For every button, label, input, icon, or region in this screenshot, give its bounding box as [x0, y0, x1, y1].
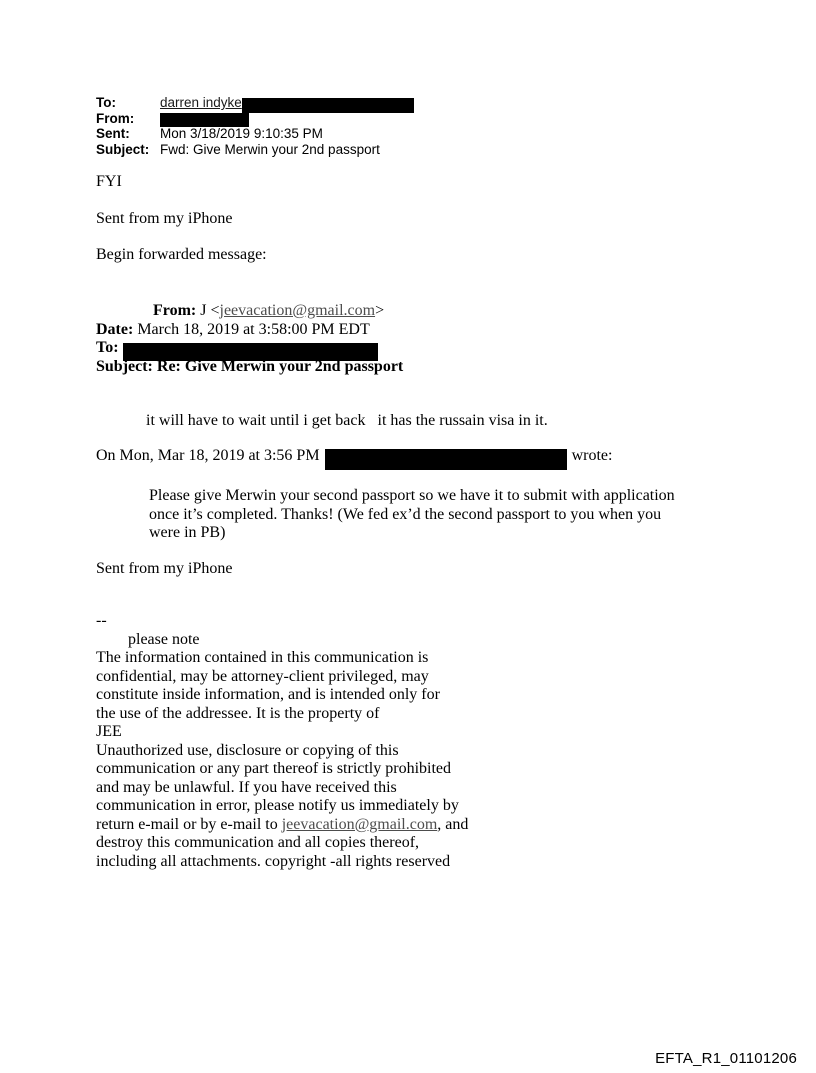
forwarded-from-line	[153, 302, 403, 321]
subject-value: Fwd: Give Merwin your 2nd passport	[160, 141, 380, 157]
from-label: From:	[96, 110, 135, 126]
to-label: To:	[96, 95, 116, 110]
reply-text: it will have to wait until i get back it has the russain visa in it.	[146, 412, 548, 429]
bates-number: EFTA_R1_01101206	[655, 1050, 797, 1067]
sent-from-iphone-1: Sent from my iPhone	[96, 210, 233, 227]
quoted-line: once it’s completed. Thanks! (We fed ex’d the second passport to you when you	[149, 505, 662, 523]
quoted-paragraph	[149, 487, 675, 543]
disclaimer-email-link[interactable]: jeevacation@gmail.com	[281, 815, 438, 833]
disclaimer-line: destroy this communication and all copies thereof,	[96, 834, 420, 851]
forwarded-date-value: March 18, 2019 at 3:58:00 PM EDT	[137, 320, 370, 338]
sent-label: Sent:	[96, 126, 130, 141]
quote-intro-suffix: wrote:	[571, 447, 613, 464]
disclaimer-line: confidential, may be attorney-client privileged, may	[96, 667, 429, 685]
quoted-line: Please give Merwin your second passport so we have it to submit with application	[149, 487, 675, 504]
disclaimer-line: the use of the addressee. It is the property of	[96, 704, 380, 722]
signature-disclaimer	[96, 612, 468, 871]
disclaimer-line: constitute inside information, and is intended only for	[96, 686, 440, 703]
disclaimer-line: and may be unlawful. If you have received this	[96, 778, 397, 796]
forwarded-header	[96, 302, 403, 376]
disclaimer-email-prefix: return e-mail or by e-mail to	[96, 815, 278, 833]
quote-intro-line	[96, 447, 612, 466]
disclaimer-line: JEE	[96, 723, 122, 740]
sent-value: Mon 3/18/2019 9:10:35 PM	[160, 126, 323, 141]
redaction-bar-from	[160, 113, 249, 127]
disclaimer-line: communication or any part thereof is strictly prohibited	[96, 760, 452, 777]
disclaimer-email-suffix: , and	[437, 815, 469, 833]
forwarded-from-email-link[interactable]: jeevacation@gmail.com	[219, 302, 376, 319]
disclaimer-line: including all attachments. copyright -all rights reserved	[96, 852, 451, 870]
forwarded-date-line	[96, 321, 403, 340]
signature-note: please note	[128, 630, 200, 648]
disclaimer-line: The information contained in this communication is	[96, 649, 429, 666]
disclaimer-line: Unauthorized use, disclosure or copying of this	[96, 741, 399, 759]
sent-from-iphone-2: Sent from my iPhone	[96, 560, 233, 577]
disclaimer-line: communication in error, please notify us immediately by	[96, 797, 459, 814]
signature-divider: --	[96, 612, 107, 629]
forwarded-subject-line: Subject: Re: Give Merwin your 2nd passport	[96, 357, 404, 375]
from-value	[160, 111, 414, 127]
to-recipient-link[interactable]: darren indyke	[160, 95, 242, 110]
forwarded-from-name: J <	[200, 302, 220, 319]
to-value	[160, 95, 414, 111]
quote-intro-prefix: On Mon, Mar 18, 2019 at 3:56 PM	[96, 447, 320, 464]
disclaimer-email-line	[96, 816, 468, 835]
email-header	[96, 95, 414, 157]
begin-forwarded-text: Begin forwarded message:	[96, 246, 267, 263]
forwarded-date-label: Date:	[96, 320, 134, 338]
fyi-text: FYI	[96, 173, 122, 190]
forwarded-to-label: To:	[96, 339, 119, 356]
forwarded-from-label: From:	[153, 302, 197, 319]
quoted-line: were in PB)	[149, 524, 226, 541]
forwarded-from-close: >	[375, 302, 385, 319]
forwarded-to-line	[96, 339, 403, 358]
subject-label: Subject:	[96, 141, 150, 157]
redaction-bar-quote-sender	[325, 449, 567, 470]
